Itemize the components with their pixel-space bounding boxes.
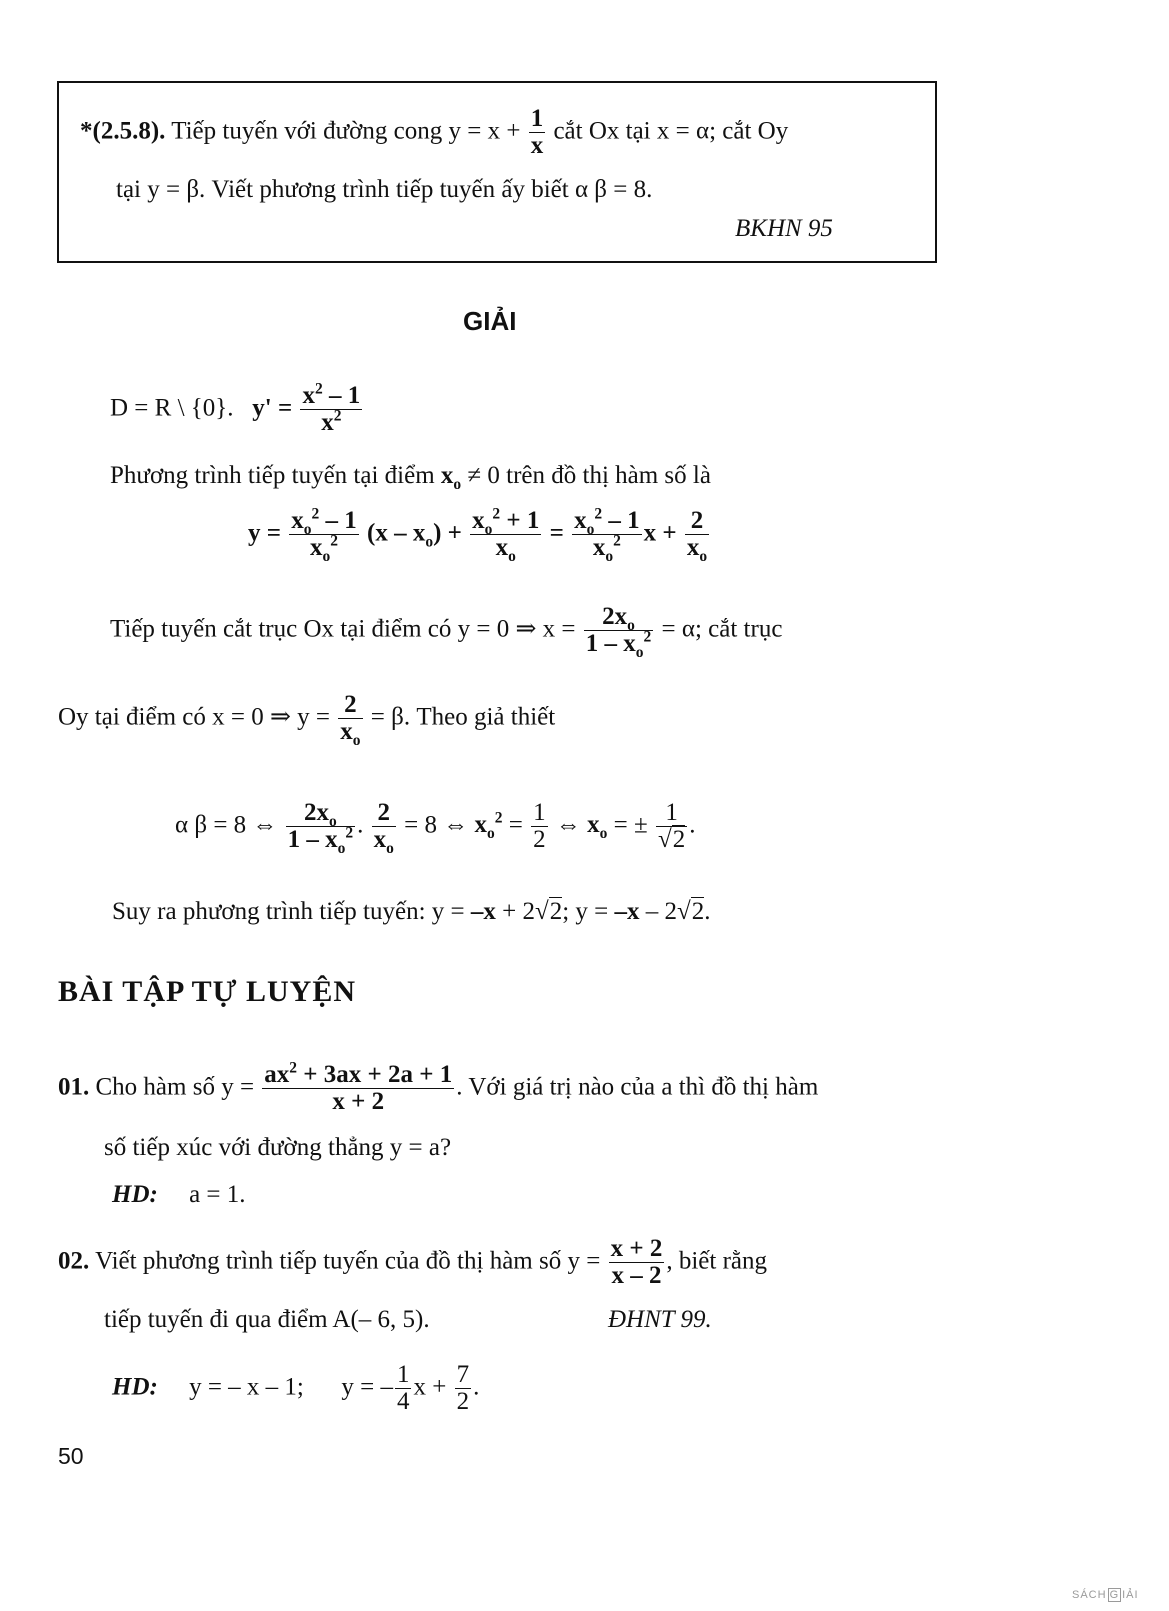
conclusion-text: Suy ra phương trình tiếp tuyến: [112,898,426,925]
intro-text-end: ≠ 0 trên đồ thị hàm số là [467,462,711,489]
intro-text: Phương trình tiếp tuyến tại điểm [110,462,435,489]
hint-label: HD: [112,1181,158,1208]
exercise-02-line-2: tiếp tuyến đi qua điểm A(– 6, 5). [104,1306,430,1333]
problem-source: BKHN 95 [735,215,833,242]
domain-text: D = R \ {0}. [110,394,234,422]
exercise-01-number: 01. [58,1073,90,1101]
tangent-equation: y = $\frac{x_o^2 - 1}{x_o^2}$ $(x - x_o)$ + $\frac{x_o^2 + 1}{x_o}$ = $\frac{x_o^2 - 1}{x_o^2}$ x + $\frac{2}{x_o}$ [248,505,708,566]
problem-text-1: Tiếp tuyến với đường cong y = x + [171,117,521,145]
exercise-01-hint [112,1181,246,1209]
exercise-02-hint: HD: y = – x – 1; y = – $\frac{1}{4}$ x + $\frac{7}{2}$ . [112,1361,480,1416]
ox-text: Tiếp tuyến cắt trục Ox tại điểm có y = 0 ⇒ x = [110,615,576,643]
problem-line-2: tại y = β. Viết phương trình tiếp tuyến ấy biết α β = 8. [116,176,653,203]
conclusion-line: Suy ra phương trình tiếp tuyến: y = –x + 2√2; y = –x – 2√2. [112,898,711,925]
domain-line [110,380,364,437]
hint-answer: a = 1. [189,1181,246,1208]
yprime-label: y' = [252,394,293,422]
problem-line-1 [80,106,788,160]
exercise-01-text-end: . Với giá trị nào của a thì đồ thị hàm [456,1073,819,1101]
alpha-beta-equation: α β = 8 ⇔ $\frac{2x_o}{1 - x_o^2}$ . $\frac{2}{x_o}$ = 8 ⇔ $x_o^2$ = $\frac{1}{2}$ ⇔ $x_o$ = ± $\frac{1}{√2}$ . [175,799,696,858]
ox-intersection-line: Tiếp tuyến cắt trục Ox tại điểm có y = 0 ⇒ x = $\frac{2x_o}{1 - x_o^2}$ = α; cắt trục [110,603,783,662]
hint-label: HD: [112,1373,158,1401]
ox-text-end: = α; cắt trục [661,615,783,643]
exercise-02-text-end: , biết rằng [666,1247,767,1275]
oy-intersection-line: Oy tại điểm có x = 0 ⇒ y = $\frac{2}{x_o}$ = β. Theo giả thiết [58,691,556,750]
solution-heading: GIẢI [463,306,517,336]
exercise-02-line-1: 02. Viết phương trình tiếp tuyến của đồ thị hàm số y = $\frac{x + 2}{x - 2}$ , biết rằng [58,1235,767,1290]
page-number: 50 [58,1443,84,1469]
hint-answer-1: y = – x – 1; [189,1373,304,1401]
problem-number: *(2.5.8). [80,117,166,145]
oy-text-end: = β. Theo giả thiết [370,703,556,731]
exercises-heading: BÀI TẬP TỰ LUYỆN [58,975,357,1008]
exercise-02-text: Viết phương trình tiếp tuyến của đồ thị hàm số y = [95,1247,601,1275]
exercise-02-source: ĐHNT 99. [608,1306,712,1333]
problem-text-1-end: cắt Ox tại x = α; cắt Oy [553,117,789,145]
oy-text: Oy tại điểm có x = 0 ⇒ y = [58,703,331,731]
exercise-01-text: Cho hàm số y = [95,1073,255,1101]
exercise-01-line-1: 01. Cho hàm số y = $\frac{ax^2 + 3ax + 2a + 1}{x + 2}$ . Với giá trị nào của a thì đồ thị hàm [58,1059,819,1116]
watermark: SÁCH G IẢI [1072,1589,1139,1601]
intro-line: Phương trình tiếp tuyến tại điểm $x_o \ne 0$ trên đồ thị hàm số là [110,462,711,493]
exercise-02-number: 02. [58,1247,90,1275]
fraction-1-over-x: $\frac{1}{x}$ [530,105,544,160]
derivative-fraction: $\frac{x^2 - 1}{x^2}$ [302,380,361,437]
exercise-01-line-2: số tiếp xúc với đường thẳng y = a? [104,1134,452,1161]
